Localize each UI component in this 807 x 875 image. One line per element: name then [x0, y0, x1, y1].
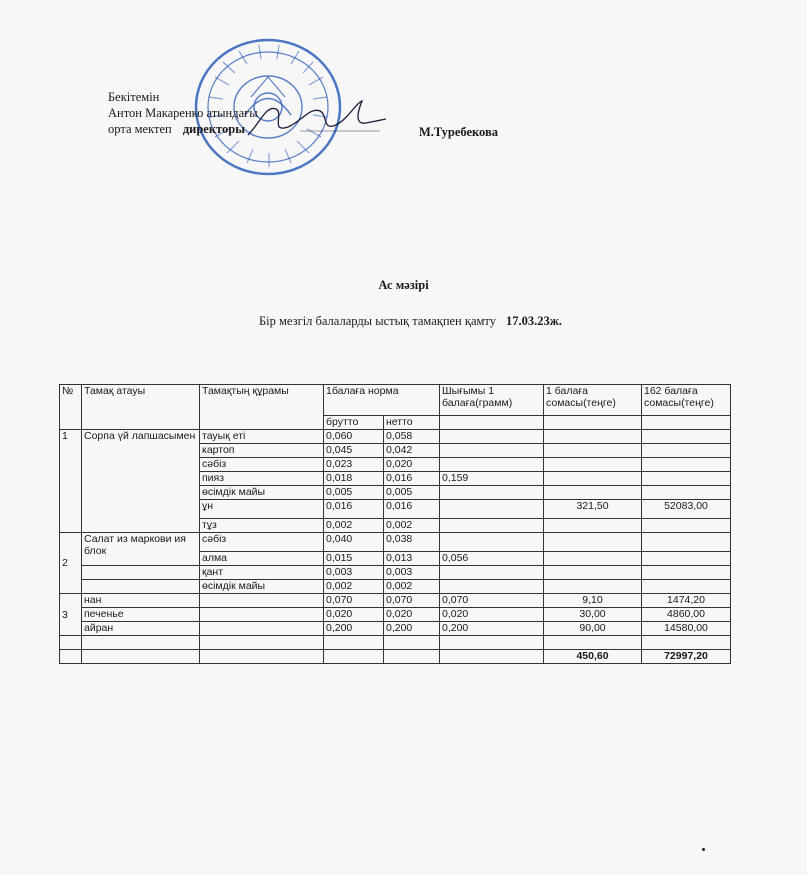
netto: 0,042	[384, 444, 440, 458]
table-row	[60, 622, 731, 636]
header-composition: Тамақтың құрамы	[200, 385, 324, 430]
ingredient: пияз	[200, 472, 324, 486]
netto: 0,003	[384, 566, 440, 580]
brutto: 0,002	[324, 519, 384, 533]
brutto: 0,005	[324, 486, 384, 500]
totals-row	[60, 650, 731, 664]
brutto: 0,003	[324, 566, 384, 580]
cost-total: 14580,00	[642, 622, 731, 636]
output	[440, 486, 544, 500]
table-row	[60, 580, 731, 594]
cost-total	[642, 566, 731, 580]
signature	[240, 95, 390, 145]
netto: 0,038	[384, 533, 440, 552]
cost-one	[544, 552, 642, 566]
header-norm: 1балаға норма	[324, 385, 440, 416]
header-consumption: Шығымы 1 балаға(грамм)	[440, 385, 544, 416]
netto: 0,058	[384, 430, 440, 444]
netto: 0,016	[384, 472, 440, 486]
output	[440, 500, 544, 519]
cost-total	[642, 430, 731, 444]
table-row	[60, 533, 731, 552]
netto: 0,002	[384, 519, 440, 533]
subtitle-text: Бір мезгіл балаларды ыстық тамақпен қамту	[259, 314, 496, 328]
ingredient: тұз	[200, 519, 324, 533]
cost-one	[544, 519, 642, 533]
dish-name: нан	[82, 594, 200, 608]
brutto: 0,020	[324, 608, 384, 622]
dish-number: 3	[60, 594, 82, 636]
cost-total: 52083,00	[642, 500, 731, 519]
cost-total: 4860,00	[642, 608, 731, 622]
dish-name: Салат из маркови ия блок	[82, 533, 200, 566]
netto: 0,020	[384, 458, 440, 472]
page-subtitle	[259, 314, 562, 329]
table-header-row	[60, 385, 731, 416]
brutto: 0,070	[324, 594, 384, 608]
netto: 0,013	[384, 552, 440, 566]
approval-line-3	[108, 121, 258, 137]
netto: 0,005	[384, 486, 440, 500]
output	[440, 430, 544, 444]
output	[440, 458, 544, 472]
cost-one	[544, 486, 642, 500]
netto: 0,016	[384, 500, 440, 519]
brutto: 0,016	[324, 500, 384, 519]
header-no: №	[60, 385, 82, 430]
approval-block	[108, 89, 258, 137]
output: 0,056	[440, 552, 544, 566]
output	[440, 533, 544, 552]
table-row	[60, 566, 731, 580]
output	[440, 444, 544, 458]
ingredient: ұн	[200, 500, 324, 519]
ingredient: алма	[200, 552, 324, 566]
total-cost-total: 72997,20	[642, 650, 731, 664]
table-row	[60, 430, 731, 444]
approval-line-1: Бекітемін	[108, 90, 160, 104]
netto: 0,070	[384, 594, 440, 608]
ingredient: өсімдік майы	[200, 580, 324, 594]
dish-name: Сорпа үй лапшасымен	[82, 430, 200, 533]
output: 0,200	[440, 622, 544, 636]
director-name: М.Туребекова	[419, 125, 498, 139]
header-dish: Тамақ атауы	[82, 385, 200, 430]
cost-one: 30,00	[544, 608, 642, 622]
table-row	[60, 608, 731, 622]
brutto: 0,040	[324, 533, 384, 552]
page-mark	[702, 848, 705, 851]
output	[440, 580, 544, 594]
school-word: орта мектеп	[108, 122, 172, 136]
cost-one	[544, 580, 642, 594]
director-word: директоры	[182, 122, 245, 136]
cost-total	[642, 444, 731, 458]
output	[440, 519, 544, 533]
total-cost-one: 450,60	[544, 650, 642, 664]
cost-one	[544, 430, 642, 444]
page-title: Ас мәзірі	[378, 278, 429, 292]
cost-one: 9,10	[544, 594, 642, 608]
cost-one	[544, 566, 642, 580]
brutto: 0,018	[324, 472, 384, 486]
subtitle-date: 17.03.23ж.	[505, 314, 562, 328]
cost-one: 321,50	[544, 500, 642, 519]
cost-one	[544, 472, 642, 486]
output: 0,020	[440, 608, 544, 622]
cost-total	[642, 486, 731, 500]
brutto: 0,015	[324, 552, 384, 566]
ingredient: сәбіз	[200, 533, 324, 552]
cost-one: 90,00	[544, 622, 642, 636]
cost-total	[642, 552, 731, 566]
brutto: 0,200	[324, 622, 384, 636]
netto: 0,200	[384, 622, 440, 636]
netto: 0,020	[384, 608, 440, 622]
ingredient: тауық еті	[200, 430, 324, 444]
cost-total	[642, 519, 731, 533]
cost-total	[642, 533, 731, 552]
cost-total	[642, 472, 731, 486]
approval-line-2: Антон Макаренко атындағы	[108, 106, 258, 120]
cost-one	[544, 533, 642, 552]
brutto: 0,045	[324, 444, 384, 458]
cost-one	[544, 444, 642, 458]
dish-name: айран	[82, 622, 200, 636]
ingredient: өсімдік майы	[200, 486, 324, 500]
header-cost-one: 1 балаға сомасы(теңге)	[544, 385, 642, 416]
table-row	[60, 594, 731, 608]
dish-number: 2	[60, 533, 82, 594]
ingredient: сәбіз	[200, 458, 324, 472]
brutto: 0,060	[324, 430, 384, 444]
output: 0,070	[440, 594, 544, 608]
brutto: 0,002	[324, 580, 384, 594]
cost-total: 1474,20	[642, 594, 731, 608]
cost-one	[544, 458, 642, 472]
ingredient: қант	[200, 566, 324, 580]
header-brutto: брутто	[324, 416, 384, 430]
cost-total	[642, 580, 731, 594]
dish-number: 1	[60, 430, 82, 533]
header-netto: нетто	[384, 416, 440, 430]
table-row	[60, 636, 731, 650]
ingredient: картоп	[200, 444, 324, 458]
cost-total	[642, 458, 731, 472]
output: 0,159	[440, 472, 544, 486]
menu-table	[59, 384, 731, 664]
netto: 0,002	[384, 580, 440, 594]
brutto: 0,023	[324, 458, 384, 472]
output	[440, 566, 544, 580]
dish-name: печенье	[82, 608, 200, 622]
header-cost-total: 162 балаға сомасы(теңге)	[642, 385, 731, 416]
